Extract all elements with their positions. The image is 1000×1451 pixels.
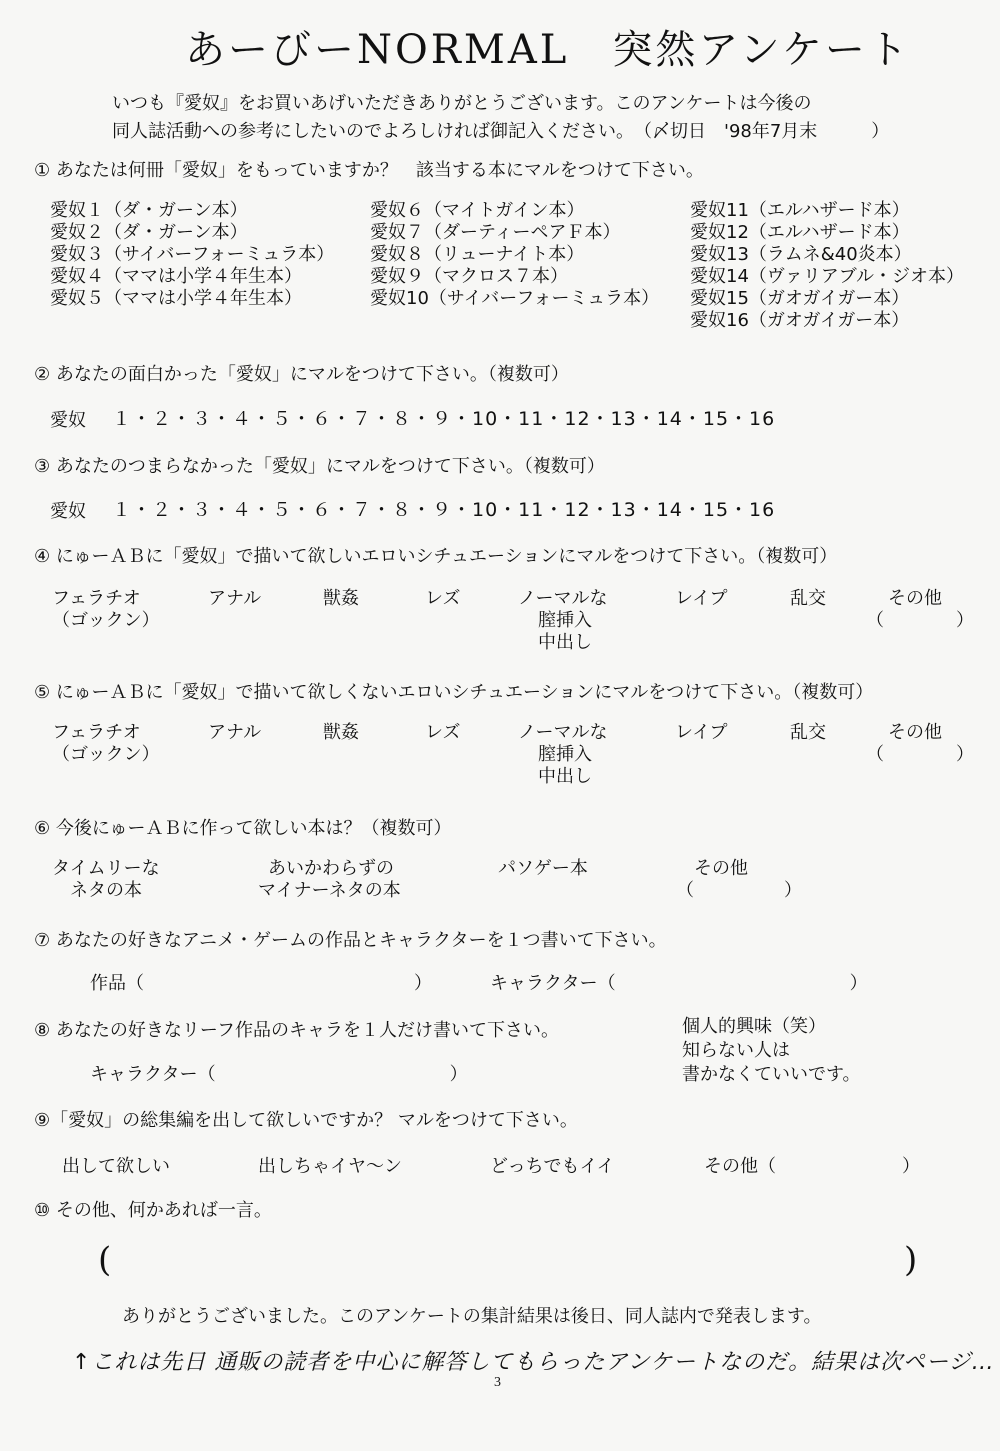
q5-option[interactable]: フェラチオ: [52, 722, 141, 743]
q1-option[interactable]: 愛奴２（ダ・ガーン本）: [50, 222, 248, 243]
q1-option[interactable]: 愛奴３（サイバーフォーミュラ本）: [50, 244, 335, 265]
question-5-label: ⑤ にゅーＡＢに「愛奴」で描いて欲しくないエロいシチュエーションにマルをつけて下さい。（複数可）: [34, 682, 874, 703]
q1-option[interactable]: 愛奴４（ママは小学４年生本）: [50, 266, 302, 287]
q8-character-field[interactable]: キャラクター（ ）: [90, 1064, 468, 1085]
q4-option[interactable]: レズ: [425, 588, 461, 609]
q1-column-3: [690, 200, 964, 332]
q8-note: 知らない人は: [682, 1040, 790, 1061]
q9-option[interactable]: どっちでもイイ: [490, 1156, 615, 1177]
q1-option[interactable]: 愛奴11（エルハザード本）: [690, 200, 910, 221]
q2-number-options[interactable]: １・２・３・４・５・６・７・８・９・10・11・12・13・14・15・16: [112, 408, 776, 430]
q4-option[interactable]: 乱交: [790, 588, 826, 609]
q4-other-field[interactable]: （ ）: [866, 610, 974, 631]
q1-option[interactable]: 愛奴７（ダーティーペアＦ本）: [370, 222, 621, 243]
q6-option-sub: マイナーネタの本: [258, 880, 401, 901]
q1-option[interactable]: 愛奴14（ヴァリアブル・ジオ本）: [690, 266, 965, 287]
q6-option[interactable]: あいかわらずの: [268, 858, 394, 879]
question-2-label: ② あなたの面白かった「愛奴」にマルをつけて下さい。（複数可）: [34, 364, 569, 385]
q1-option[interactable]: 愛奴８（リューナイト本）: [370, 244, 585, 265]
q3-prefix: 愛奴: [50, 501, 86, 522]
question-4-label: ④ にゅーＡＢに「愛奴」で描いて欲しいエロいシチュエーションにマルをつけて下さい。（複数可）: [34, 546, 838, 567]
question-8-label: ⑧ あなたの好きなリーフ作品のキャラを１人だけ書いて下さい。: [34, 1020, 559, 1041]
q4-option[interactable]: 獣姦: [323, 588, 359, 609]
q5-option[interactable]: 獣姦: [323, 722, 359, 743]
q5-option[interactable]: その他: [888, 722, 942, 743]
q4-option[interactable]: その他: [888, 588, 942, 609]
q5-option-sub: 中出し: [538, 766, 592, 787]
q5-option[interactable]: ノーマルな: [518, 722, 608, 743]
q4-option-sub: （ゴックン）: [52, 610, 160, 631]
q7-character-field[interactable]: キャラクター（ ）: [490, 973, 868, 994]
q4-option[interactable]: フェラチオ: [52, 588, 141, 609]
q5-option-sub: 膣挿入: [538, 744, 592, 765]
question-7-label: ⑦ あなたの好きなアニメ・ゲームの作品とキャラクターを１つ書いて下さい。: [34, 930, 667, 951]
q1-column-2: [370, 200, 659, 310]
q5-option-sub: （ゴックン）: [52, 744, 160, 765]
q4-option[interactable]: ノーマルな: [518, 588, 608, 609]
open-paren: (: [98, 1240, 112, 1280]
q4-option[interactable]: レイプ: [675, 588, 728, 609]
q9-option[interactable]: 出しちゃイヤ〜ン: [258, 1156, 402, 1177]
handwritten-note: ↑これは先日 通販の読者を中心に解答してもらったアンケートなのだ。結果は次ページ…: [72, 1350, 995, 1375]
q1-option[interactable]: 愛奴１（ダ・ガーン本）: [50, 200, 248, 221]
q1-option[interactable]: 愛奴10（サイバーフォーミュラ本）: [370, 288, 660, 309]
q3-number-options[interactable]: １・２・３・４・５・６・７・８・９・10・11・12・13・14・15・16: [112, 499, 776, 521]
q1-option[interactable]: 愛奴５（ママは小学４年生本）: [50, 288, 302, 309]
q5-option[interactable]: アナル: [208, 722, 262, 743]
q5-option[interactable]: 乱交: [790, 722, 826, 743]
q6-other-field[interactable]: （ ）: [676, 880, 802, 901]
q1-option[interactable]: 愛奴９（マクロス７本）: [370, 266, 568, 287]
intro-line-1: いつも『愛奴』をお買いあげいただきありがとうございます。このアンケートは今後の: [112, 93, 812, 114]
q4-option[interactable]: アナル: [208, 588, 262, 609]
q5-option[interactable]: レズ: [425, 722, 461, 743]
q4-option-sub: 膣挿入: [538, 610, 592, 631]
question-1-label: ① あなたは何冊「愛奴」をもっていますか？ 該当する本にマルをつけて下さい。: [34, 160, 704, 181]
q9-option[interactable]: その他（ ）: [704, 1156, 920, 1177]
q1-option[interactable]: 愛奴16（ガオガイガー本）: [690, 310, 910, 331]
q9-option[interactable]: 出して欲しい: [62, 1156, 170, 1177]
q1-option[interactable]: 愛奴６（マイトガイン本）: [370, 200, 585, 221]
q5-option[interactable]: レイプ: [675, 722, 728, 743]
q6-option[interactable]: タイムリーな: [52, 858, 160, 879]
q1-column-1: [50, 200, 334, 310]
q1-option[interactable]: 愛奴13（ラムネ&40炎本）: [690, 244, 912, 265]
close-paren: ): [904, 1240, 918, 1280]
q5-other-field[interactable]: （ ）: [866, 744, 974, 765]
q6-option[interactable]: その他: [694, 858, 748, 879]
question-9-label: ⑨「愛奴」の総集編を出して欲しいですか？ マルをつけて下さい。: [34, 1110, 578, 1131]
q1-option[interactable]: 愛奴12（エルハザード本）: [690, 222, 910, 243]
question-6-label: ⑥ 今後にゅーＡＢに作って欲しい本は？（複数可）: [34, 818, 452, 839]
intro-line-2: 同人誌活動への参考にしたいのでよろしければ御記入ください。 （〆切日 '98年7月末 ）: [112, 121, 890, 142]
q2-prefix: 愛奴: [50, 410, 86, 431]
q6-option-sub: ネタの本: [70, 880, 142, 901]
q7-work-field[interactable]: 作品（ ）: [90, 973, 432, 994]
question-3-label: ③ あなたのつまらなかった「愛奴」にマルをつけて下さい。（複数可）: [34, 456, 605, 477]
closing-thanks: ありがとうございました。このアンケートの集計結果は後日、同人誌内で発表します。: [122, 1306, 822, 1327]
q6-option[interactable]: パソゲー本: [498, 858, 588, 879]
q1-option[interactable]: 愛奴15（ガオガイガー本）: [690, 288, 910, 309]
q8-note: 個人的興味（笑）: [682, 1016, 826, 1037]
page-title: あーびーNORMAL 突然アンケート: [185, 27, 911, 73]
q4-option-sub: 中出し: [538, 632, 592, 653]
question-10-label: ⑩ その他、何かあれば一言。: [34, 1200, 272, 1221]
page-number: 3: [494, 1375, 501, 1390]
q8-note: 書かなくていいです。: [682, 1064, 861, 1085]
